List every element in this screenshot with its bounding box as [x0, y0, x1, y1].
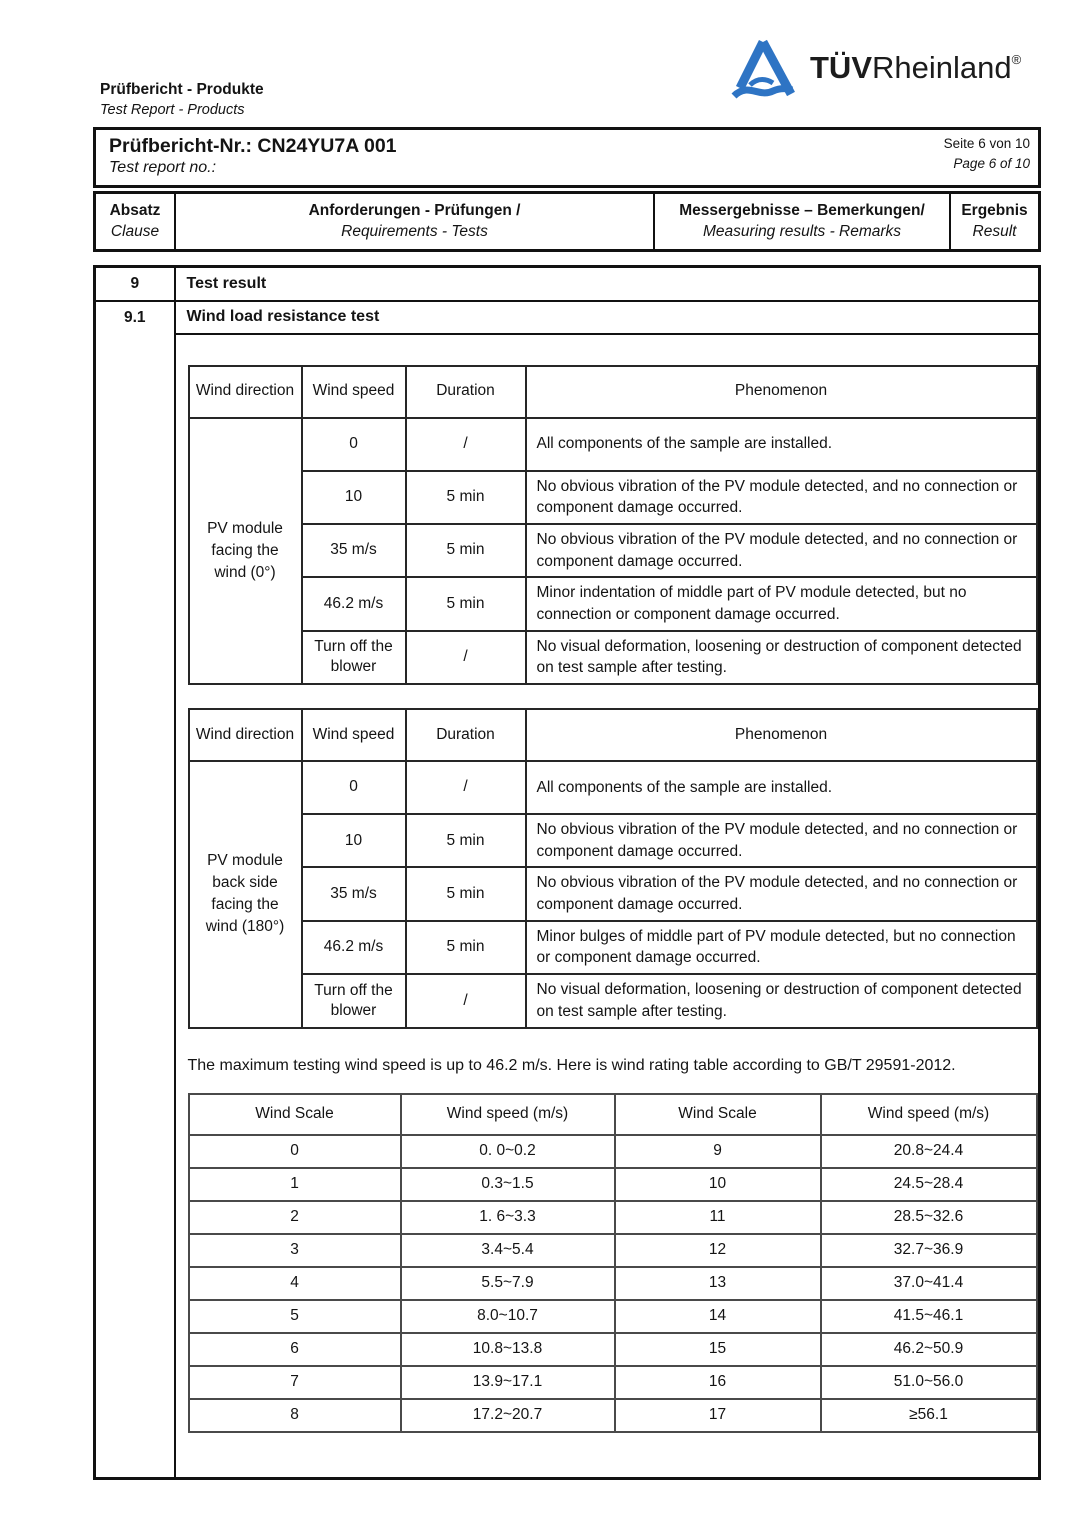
wind-speed-header: Wind speed	[302, 709, 406, 761]
section-title-9: Test result	[175, 267, 1040, 301]
wind-speed-cell: 46.2 m/s	[302, 921, 406, 974]
rating-scale-header-2: Wind Scale	[615, 1094, 821, 1135]
table-header-row	[189, 366, 1037, 418]
duration-cell: 5 min	[406, 471, 526, 524]
col-header-requirements	[176, 194, 655, 249]
tuv-triangle-icon	[728, 36, 798, 100]
col-header-clause	[96, 194, 176, 249]
table-row	[189, 921, 1037, 974]
table-row	[189, 418, 1037, 471]
clause-9-1: 9.1	[95, 301, 175, 334]
rating-speed-header-1: Wind speed (m/s)	[401, 1094, 615, 1135]
col-clause-de: Absatz	[109, 201, 161, 219]
table-row	[189, 1399, 1037, 1432]
scale-cell: 14	[615, 1300, 821, 1333]
doc-type	[100, 80, 264, 120]
wind-direction-cell: PV module facing the wind (0°)	[189, 418, 302, 685]
duration-cell: /	[406, 761, 526, 814]
table-row	[189, 577, 1037, 630]
col-results-de: Messergebnisse – Bemerkungen/	[679, 201, 925, 219]
page-indicator-en: Page 6 of 10	[953, 155, 1030, 171]
scale-cell: 3	[189, 1234, 401, 1267]
speed-range-cell: 3.4~5.4	[401, 1234, 615, 1267]
table-row	[189, 1333, 1037, 1366]
phenomenon-cell: Minor indentation of middle part of PV module detected, but no connection or component damage occurred.	[526, 577, 1037, 630]
wind-speed-cell: 35 m/s	[302, 867, 406, 920]
doc-type-label-de: Prüfbericht - Produkte	[100, 81, 264, 98]
speed-range-cell: 20.8~24.4	[821, 1135, 1037, 1168]
duration-cell: 5 min	[406, 921, 526, 974]
speed-range-cell: 28.5~32.6	[821, 1201, 1037, 1234]
section-body	[175, 334, 1040, 1479]
scale-cell: 2	[189, 1201, 401, 1234]
table-row	[189, 814, 1037, 867]
table-header-row	[189, 1094, 1037, 1135]
wind-speed-cell: 0	[302, 761, 406, 814]
wind-rating-table	[188, 1093, 1038, 1433]
report-no-block	[96, 130, 397, 185]
scale-cell: 8	[189, 1399, 401, 1432]
scale-cell: 5	[189, 1300, 401, 1333]
duration-cell: 5 min	[406, 814, 526, 867]
table-row	[189, 867, 1037, 920]
page-indicator-de: Seite 6 von 10	[943, 136, 1030, 151]
col-results-en: Measuring results - Remarks	[702, 222, 902, 240]
wind-test-table-back	[188, 708, 1038, 1029]
tuv-rheinland-logo	[728, 36, 1021, 100]
logo-wordmark	[810, 50, 1021, 86]
col-clause-en: Clause	[110, 222, 160, 240]
main-content-table	[93, 265, 1041, 1480]
scale-cell: 10	[615, 1168, 821, 1201]
table-column-headers	[93, 191, 1041, 252]
col-result-en: Result	[972, 222, 1017, 240]
scale-cell: 13	[615, 1267, 821, 1300]
wind-speed-cell: Turn off the blower	[302, 631, 406, 684]
table-row	[189, 1300, 1037, 1333]
table-row	[189, 1168, 1037, 1201]
speed-range-cell: 0. 0~0.2	[401, 1135, 615, 1168]
table-row	[189, 1135, 1037, 1168]
clause-9: 9	[95, 267, 175, 301]
table-row	[189, 1234, 1037, 1267]
duration-cell: /	[406, 418, 526, 471]
duration-header: Duration	[406, 709, 526, 761]
phenomenon-cell: No visual deformation, loosening or destruction of component detected on test sample after testing.	[526, 974, 1037, 1027]
table-row	[189, 631, 1037, 684]
wind-direction-header: Wind direction	[189, 366, 302, 418]
wind-speed-cell: 10	[302, 471, 406, 524]
scale-cell: 4	[189, 1267, 401, 1300]
note-paragraph: The maximum testing wind speed is up to 46.2 m/s. Here is wind rating table according to GB/T 29591-2012.	[187, 1056, 956, 1074]
wind-speed-cell: 0	[302, 418, 406, 471]
report-no-de: Prüfbericht-Nr.: CN24YU7A 001	[109, 135, 397, 157]
table-row	[189, 524, 1037, 577]
report-no-en: Test report no.:	[109, 159, 217, 176]
scale-cell: 7	[189, 1366, 401, 1399]
registered-trademark-icon: ®	[1011, 52, 1022, 67]
scale-cell: 1	[189, 1168, 401, 1201]
scale-cell: 17	[615, 1399, 821, 1432]
wind-direction-header: Wind direction	[189, 709, 302, 761]
table-row	[189, 471, 1037, 524]
duration-header: Duration	[406, 366, 526, 418]
speed-range-cell: 24.5~28.4	[821, 1168, 1037, 1201]
wind-speed-cell: 46.2 m/s	[302, 577, 406, 630]
page-indicator	[944, 130, 1038, 185]
table-header-row	[189, 709, 1037, 761]
duration-cell: 5 min	[406, 577, 526, 630]
table-row	[189, 1201, 1037, 1234]
speed-range-cell: 32.7~36.9	[821, 1234, 1037, 1267]
rating-scale-header-1: Wind Scale	[189, 1094, 401, 1135]
scale-cell: 15	[615, 1333, 821, 1366]
table-row	[189, 974, 1037, 1027]
duration-cell: /	[406, 974, 526, 1027]
speed-range-cell: 10.8~13.8	[401, 1333, 615, 1366]
scale-cell: 0	[189, 1135, 401, 1168]
col-header-results	[655, 194, 951, 249]
wind-direction-cell: PV module back side facing the wind (180°)	[189, 761, 302, 1028]
duration-cell: 5 min	[406, 524, 526, 577]
speed-range-cell: 41.5~46.1	[821, 1300, 1037, 1333]
speed-range-cell: 46.2~50.9	[821, 1333, 1037, 1366]
phenomenon-cell: No visual deformation, loosening or destruction of component detected on test sample after testing.	[526, 631, 1037, 684]
section-title-9-1: Wind load resistance test	[175, 301, 1040, 334]
speed-range-cell: 8.0~10.7	[401, 1300, 615, 1333]
section-row-9	[95, 267, 1040, 301]
scale-cell: 6	[189, 1333, 401, 1366]
duration-cell: /	[406, 631, 526, 684]
speed-range-cell: ≥56.1	[821, 1399, 1037, 1432]
duration-cell: 5 min	[406, 867, 526, 920]
phenomenon-cell: No obvious vibration of the PV module detected, and no connection or component damage occurred.	[526, 814, 1037, 867]
scale-cell: 12	[615, 1234, 821, 1267]
phenomenon-cell: No obvious vibration of the PV module detected, and no connection or component damage occurred.	[526, 867, 1037, 920]
speed-range-cell: 51.0~56.0	[821, 1366, 1037, 1399]
scale-cell: 11	[615, 1201, 821, 1234]
speed-range-cell: 13.9~17.1	[401, 1366, 615, 1399]
speed-range-cell: 17.2~20.7	[401, 1399, 615, 1432]
speed-range-cell: 1. 6~3.3	[401, 1201, 615, 1234]
scale-cell: 16	[615, 1366, 821, 1399]
col-requirements-en: Requirements - Tests	[341, 222, 488, 240]
scale-cell: 9	[615, 1135, 821, 1168]
phenomenon-cell: No obvious vibration of the PV module detected, and no connection or component damage occurred.	[526, 524, 1037, 577]
col-result-de: Ergebnis	[961, 201, 1028, 219]
col-header-result	[951, 194, 1038, 249]
logo-tuv-text: TÜV	[810, 50, 872, 85]
table-row	[189, 1366, 1037, 1399]
clause-empty	[95, 334, 175, 1479]
speed-range-cell: 0.3~1.5	[401, 1168, 615, 1201]
logo-rheinland-text: Rheinland	[872, 50, 1012, 85]
wind-test-table-front	[188, 365, 1038, 686]
phenomenon-cell: All components of the sample are installed.	[526, 761, 1037, 814]
phenomenon-cell: No obvious vibration of the PV module detected, and no connection or component damage occurred.	[526, 471, 1037, 524]
doc-type-label-en: Test Report - Products	[100, 102, 245, 119]
phenomenon-header: Phenomenon	[526, 709, 1037, 761]
col-requirements-de: Anforderungen - Prüfungen /	[308, 201, 521, 219]
wind-speed-cell: 35 m/s	[302, 524, 406, 577]
report-no-box	[93, 127, 1041, 188]
rating-speed-header-2: Wind speed (m/s)	[821, 1094, 1037, 1135]
speed-range-cell: 37.0~41.4	[821, 1267, 1037, 1300]
phenomenon-header: Phenomenon	[526, 366, 1037, 418]
section-body-row	[95, 334, 1040, 1479]
section-row-9-1	[95, 301, 1040, 334]
speed-range-cell: 5.5~7.9	[401, 1267, 615, 1300]
table-row	[189, 761, 1037, 814]
phenomenon-cell: Minor bulges of middle part of PV module detected, but no connection or component damage occurred.	[526, 921, 1037, 974]
wind-speed-cell: 10	[302, 814, 406, 867]
table-row	[189, 1267, 1037, 1300]
wind-speed-cell: Turn off the blower	[302, 974, 406, 1027]
phenomenon-cell: All components of the sample are installed.	[526, 418, 1037, 471]
wind-speed-header: Wind speed	[302, 366, 406, 418]
